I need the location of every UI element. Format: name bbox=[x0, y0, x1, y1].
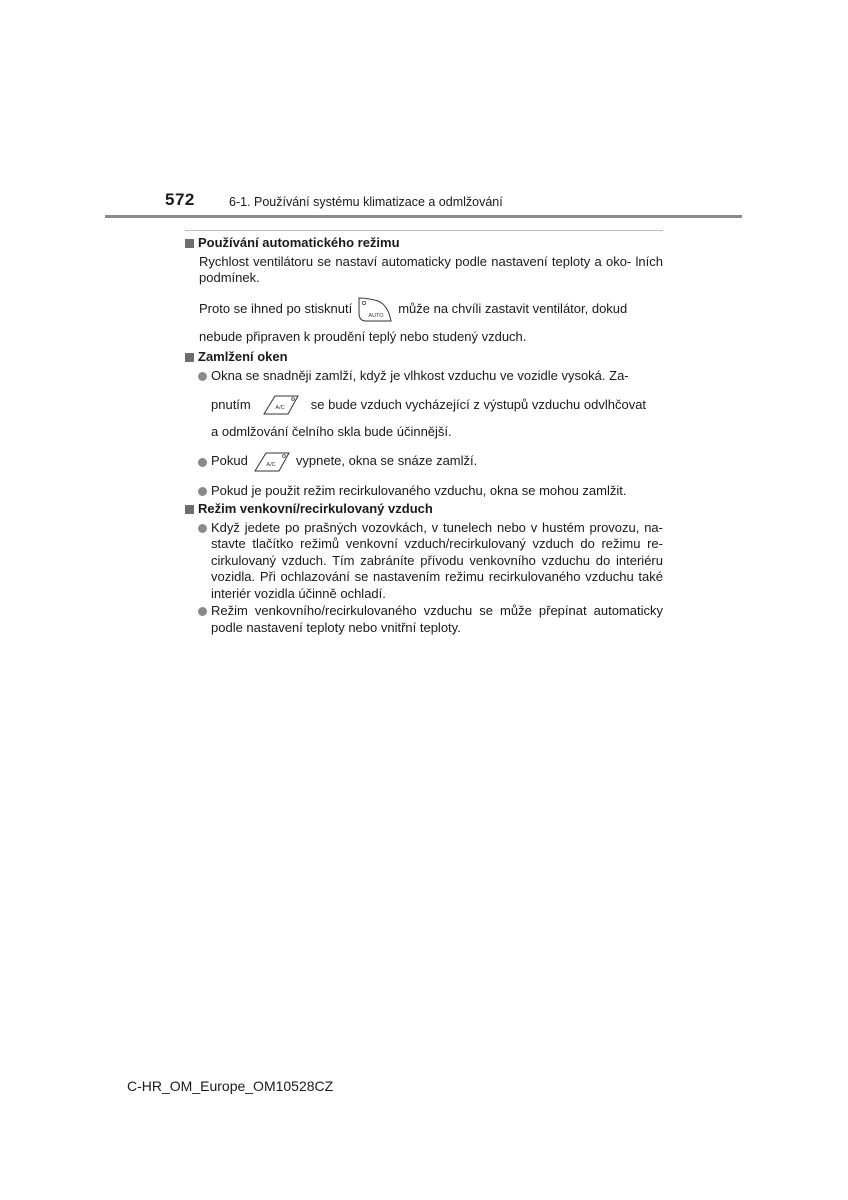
list-item bbox=[211, 603, 663, 636]
square-bullet-icon bbox=[185, 239, 194, 248]
section-heading bbox=[185, 501, 663, 518]
ac-button-label: A/C bbox=[275, 405, 285, 411]
paragraph: Rychlost ventilátoru se nastaví automaticky podle nastavení teploty a oko- lních podmínek. bbox=[199, 253, 663, 285]
list-item bbox=[211, 483, 663, 500]
page-number: 572 bbox=[165, 190, 195, 209]
paragraph-text: Proto se ihned po stisknutí bbox=[199, 301, 353, 317]
square-bullet-icon bbox=[185, 505, 194, 514]
auto-button-icon bbox=[356, 295, 394, 325]
list-item-text: Pokud bbox=[211, 453, 248, 469]
document-code: C-HR_OM_Europe_OM10528CZ bbox=[127, 1078, 334, 1094]
chapter-title: 6-1. Používání systému klimatizace a odmlžování bbox=[229, 195, 503, 209]
list-item bbox=[211, 368, 663, 441]
section-heading bbox=[185, 235, 663, 252]
paragraph-with-button bbox=[199, 293, 663, 327]
list-item-line-with-button bbox=[211, 388, 663, 422]
auto-button-label: AUTO bbox=[368, 312, 384, 319]
section-divider bbox=[185, 230, 663, 231]
section-heading bbox=[185, 349, 663, 366]
ac-button-icon bbox=[261, 392, 301, 418]
list-item-text: Když jedete po prašných vozovkách, v tunelech nebo v hustém provozu, na- stavte tlačítko režimů venkovní vzduch/recirkulovaný vzduch do režimu re- cirkulovaný vzduch. Tím zabráníte přívodu venkovního vzduchu do interiéru vozidla. Při ochlazování se nastavením režimu recirkulovaného vzduchu také interiér vozidla účinně ochladí. bbox=[211, 519, 663, 601]
list-item-text: a odmlžování čelního skla bude účinnější. bbox=[211, 424, 452, 439]
list-item-text: pnutím bbox=[211, 396, 251, 412]
paragraph-text: může na chvíli zastavit ventilátor, dokud bbox=[398, 301, 628, 317]
page-content bbox=[185, 235, 663, 636]
ac-button-icon bbox=[252, 449, 292, 475]
round-bullet-icon bbox=[198, 458, 207, 467]
section-heading-text: Režim venkovní/recirkulovaný vzduch bbox=[198, 501, 433, 516]
list-item-text: vypnete, okna se snáze zamlží. bbox=[295, 453, 478, 469]
list-item-text: Okna se snadněji zamlží, když je vlhkost vzduchu ve vozidle vysoká. Za- bbox=[211, 367, 629, 383]
list-item bbox=[211, 447, 663, 477]
round-bullet-icon bbox=[198, 372, 207, 381]
list-item-text: Režim venkovního/recirkulovaného vzduchu se může přepínat automaticky podle nastavení teploty nebo vnitřní teploty. bbox=[211, 603, 663, 635]
paragraph: nebude připraven k proudění teplý nebo studený vzduch. bbox=[199, 328, 527, 344]
round-bullet-icon bbox=[198, 607, 207, 616]
round-bullet-icon bbox=[198, 487, 207, 496]
header-divider bbox=[105, 215, 742, 218]
ac-button-label: A/C bbox=[266, 461, 276, 468]
square-bullet-icon bbox=[185, 353, 194, 362]
round-bullet-icon bbox=[198, 524, 207, 533]
section-heading-text: Zamlžení oken bbox=[198, 349, 288, 364]
list-item bbox=[211, 520, 663, 603]
section-heading-text: Používání automatického režimu bbox=[198, 235, 400, 250]
list-item-text: Pokud je použit režim recirkulovaného vzduchu, okna se mohou zamlžit. bbox=[211, 482, 627, 498]
list-item-text: se bude vzduch vycházející z výstupů vzduchu odvlhčovat bbox=[310, 396, 647, 412]
